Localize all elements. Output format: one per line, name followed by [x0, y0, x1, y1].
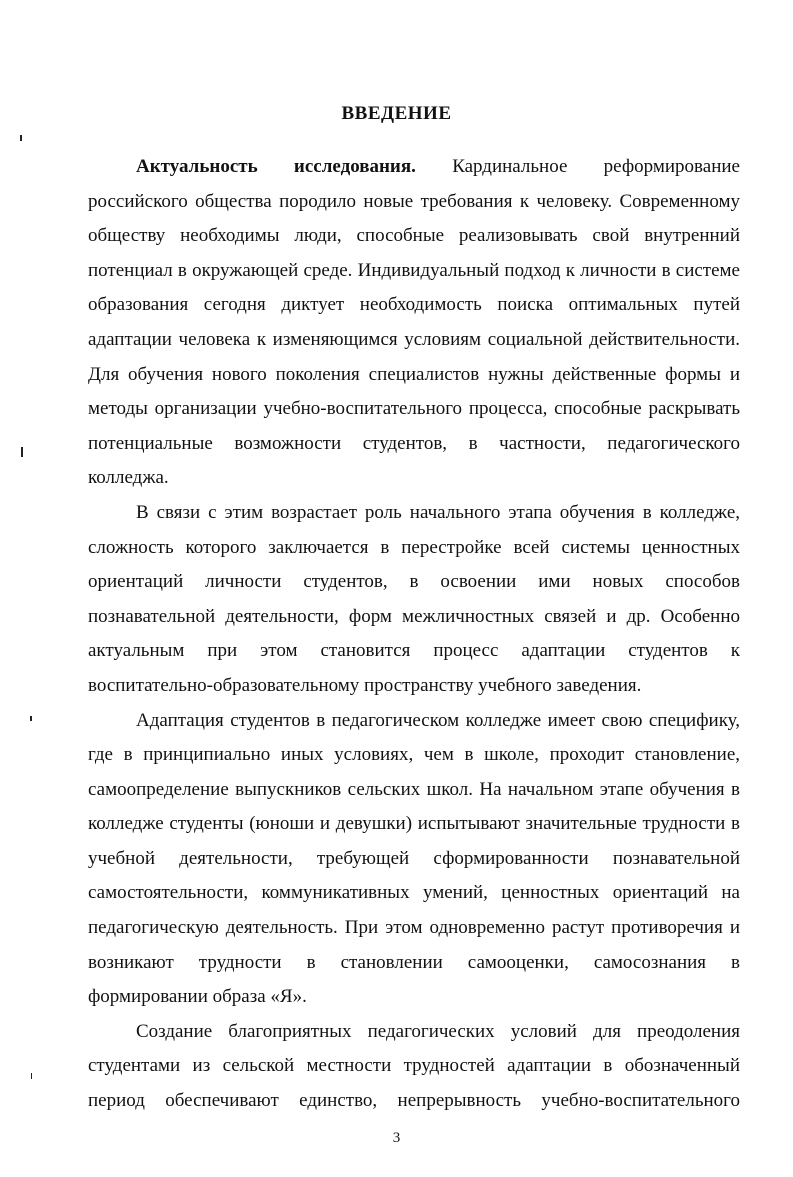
- paragraph-text: Создание благоприятных педагогических условий для преодоления студентами из сельской местности трудностей адаптации в обозначенный период обеспечивают единство, непрерывность учебно-воспитательного: [88, 1020, 740, 1112]
- page-title: ВВЕДЕНИЕ: [341, 103, 452, 124]
- paragraph-2: [88, 496, 740, 704]
- scan-mark: [31, 1073, 32, 1079]
- page-number: 3: [392, 1130, 401, 1146]
- document-body: [88, 150, 740, 1119]
- scan-mark: [30, 716, 32, 721]
- scan-mark: [21, 447, 23, 457]
- paragraph-3: [88, 704, 740, 1015]
- paragraph-text: Адаптация студентов в педагогическом колледже имеет свою специфику, где в принципиально иных условиях, чем в школе, проходит становление, самоопределение выпускников сельских школ. На начальном этапе обучения в колледже студенты (юноши и девушки) испытывают значительные трудности в учебной деятельности, требующей сформированности познавательной самостоятельности, коммуникативных умений, ценностных ориентаций на педагогическую деятельность. При этом одновременно растут противоречия и возникают трудности в становлении самооценки, самосознания в формировании образа «Я».: [88, 709, 740, 1008]
- paragraph-4: [88, 1015, 740, 1119]
- paragraph-relevance: [88, 150, 740, 496]
- paragraph-text: Кардинальное реформирование российского общества породило новые требования к человеку. Современному обществу необходимы люди, способные реализовывать свой внутренний потенциал в окружающей среде. Индивидуальный подход к личности в системе образования сегодня диктует необходимость поиска оптимальных путей адаптации человека к изменяющимся условиям социальной действительности. Для обучения нового поколения специалистов нужны действенные формы и методы организации учебно-воспитательного процесса, способные раскрывать потенциальные возможности студентов, в частности, педагогического колледжа.: [88, 156, 740, 489]
- scan-mark: [20, 135, 22, 141]
- relevance-lead: Актуальность исследования.: [136, 156, 416, 177]
- paragraph-text: В связи с этим возрастает роль начального этапа обучения в колледже, сложность которого заключается в перестройке всей системы ценностных ориентаций личности студентов, в освоении ими новых способов познавательной деятельности, форм межличностных связей и др. Особенно актуальным при этом становится процесс адаптации студентов к воспитательно-образовательному пространству учебного заведения.: [88, 501, 740, 696]
